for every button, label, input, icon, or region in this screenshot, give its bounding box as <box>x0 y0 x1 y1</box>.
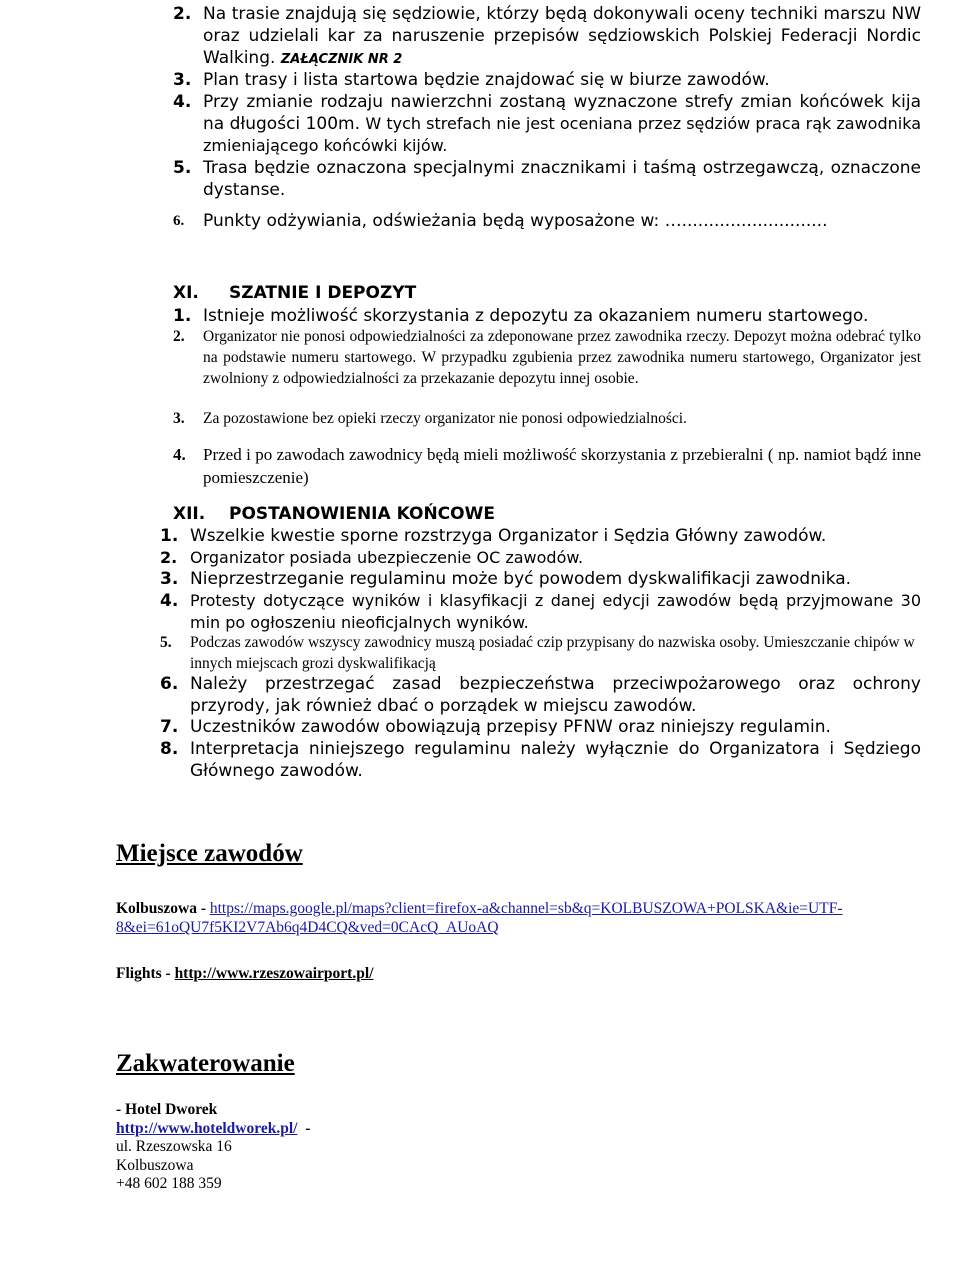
item-number: 2. <box>160 548 178 567</box>
section12-item-3: Nieprzestrzeganie regulaminu może być powodem dyskwalifikacji zawodnika. <box>190 569 852 589</box>
section10-item-6: Punkty odżywiania, odświeżania będą wyposażone w: …........................... <box>203 211 828 231</box>
map-link-line2: 8&ei=61oQU7f5KI2V7Ab6q4D4CQ&ved=0CAcQ_AUoAQ <box>116 919 499 936</box>
section12-item-8: Interpretacja niniejszego regulaminu należy wyłącznie do Organizatora i Sędziego Głównego zawodów. <box>190 739 921 781</box>
section12-item-4: Protesty dotyczące wyników i klasyfikacji z danej edycji zawodów będą przyjmowane 30 min po ogłoszeniu nieoficjalnych wyników. <box>190 591 921 632</box>
item-number: 4. <box>173 92 192 112</box>
section12-item-6: Należy przestrzegać zasad bezpieczeństwa przeciwpożarowego oraz ochrony przyrody, jak również dbać o porządek w miejscu zawodów. <box>190 674 921 716</box>
section-title: POSTANOWIENIA KOŃCOWE <box>229 504 495 524</box>
item-text-continued: W tych strefach nie jest oceniana przez sędziów praca rąk zawodnika zmieniającego końcówki kijów. <box>203 114 921 155</box>
section10-item-2 <box>203 3 921 71</box>
hotel-link[interactable]: http://www.hoteldworek.pl/ <box>116 1119 298 1137</box>
item-number: 5. <box>160 634 172 651</box>
place-label: Kolbuszowa - <box>116 900 206 917</box>
hotel-details <box>116 1101 310 1194</box>
flights-label: Flights - <box>116 965 171 982</box>
item-number: 2. <box>173 4 192 24</box>
section11-item-3: Za pozostawione bez opieki rzeczy organizator nie ponosi odpowiedzialności. <box>203 410 687 427</box>
venue-location <box>116 899 896 937</box>
annex-label: ZAŁĄCZNIK NR 2 <box>280 52 403 67</box>
section11-item-2: Organizator nie ponosi odpowiedzialności za zdeponowane przez zawodnika rzeczy. Depozyt można odebrać tylko na podstawie numeru startowego. W przypadku zgubienia przez zawodnika numeru startowego, Organizator jest zwolniony z odpowiedzialności za przekazanie depozytu innej osobie. <box>203 328 921 387</box>
section12-item-7: Uczestników zawodów obowiązują przepisy PFNW oraz niniejszy regulamin. <box>190 717 831 737</box>
item-number: 1. <box>173 306 192 326</box>
section11-item-1: Istnieje możliwość skorzystania z depozytu za okazaniem numeru startowego. <box>203 306 869 326</box>
hotel-name: - Hotel Dworek <box>116 1101 218 1118</box>
separator-dash: - <box>305 1119 311 1137</box>
hotel-street: ul. Rzeszowska 16 <box>116 1138 232 1155</box>
accommodation-heading: Zakwaterowanie <box>116 1050 295 1077</box>
flights-link[interactable]: http://www.rzeszowairport.pl/ <box>174 965 374 982</box>
section12-item-2: Organizator posiada ubezpieczenie OC zawodów. <box>190 548 584 567</box>
item-number: 1. <box>160 526 179 546</box>
item-text: Przy zmianie rodzaju nawierzchni zostaną wyznaczone strefy zmian końcówek kija na długości 100m. <box>203 92 921 134</box>
map-link[interactable] <box>116 900 843 936</box>
item-number: 8. <box>160 739 179 759</box>
section10-item-5: Trasa będzie oznaczona specjalnymi znacznikami i taśmą ostrzegawczą, oznaczone dystanse. <box>203 158 921 200</box>
item-number: 6. <box>160 674 179 694</box>
section-title: SZATNIE I DEPOZYT <box>229 283 417 303</box>
section11-item-4: Przed i po zawodach zawodnicy będą mieli możliwość skorzystania z przebieralni ( np. namiot bądź inne pomieszczenie) <box>203 445 921 487</box>
section12-item-1: Wszelkie kwestie sporne rozstrzyga Organizator i Sędzia Główny zawodów. <box>190 526 827 546</box>
map-link-line1: https://maps.google.pl/maps?client=firefox-a&channel=sb&q=KOLBUSZOWA+POLSKA&ie=UTF- <box>209 900 843 917</box>
item-number: 5. <box>173 158 192 178</box>
item-number: 3. <box>173 70 192 90</box>
section-number: XII. <box>173 504 206 524</box>
item-number: 3. <box>173 410 185 427</box>
item-number: 7. <box>160 717 179 737</box>
item-number: 2. <box>173 328 185 345</box>
hotel-phone: +48 602 188 359 <box>116 1175 222 1192</box>
item-number: 3. <box>160 569 179 589</box>
item-text: Na trasie znajdują się sędziowie, którzy będą dokonywali oceny techniki marszu NW oraz udzielali kar za naruszenie przepisów sędziowskich Polskiej Federacji Nordic Walking. <box>203 4 921 68</box>
venue-heading: Miejsce zawodów <box>116 840 303 867</box>
item-number: 4. <box>160 591 179 611</box>
section10-item-3: Plan trasy i lista startowa będzie znajdować się w biurze zawodów. <box>203 70 770 90</box>
hotel-city: Kolbuszowa <box>116 1156 194 1174</box>
item-number: 4. <box>173 445 186 464</box>
section-number: XI. <box>173 283 199 303</box>
section10-item-4 <box>203 91 921 157</box>
section12-item-5: Podczas zawodów wszyscy zawodnicy muszą posiadać czip przypisany do nazwiska osoby. Umieszczanie chipów w innych miejscach grozi dyskwalifikacją <box>190 634 915 672</box>
item-number: 6. <box>173 213 185 229</box>
flights-line <box>116 965 373 983</box>
